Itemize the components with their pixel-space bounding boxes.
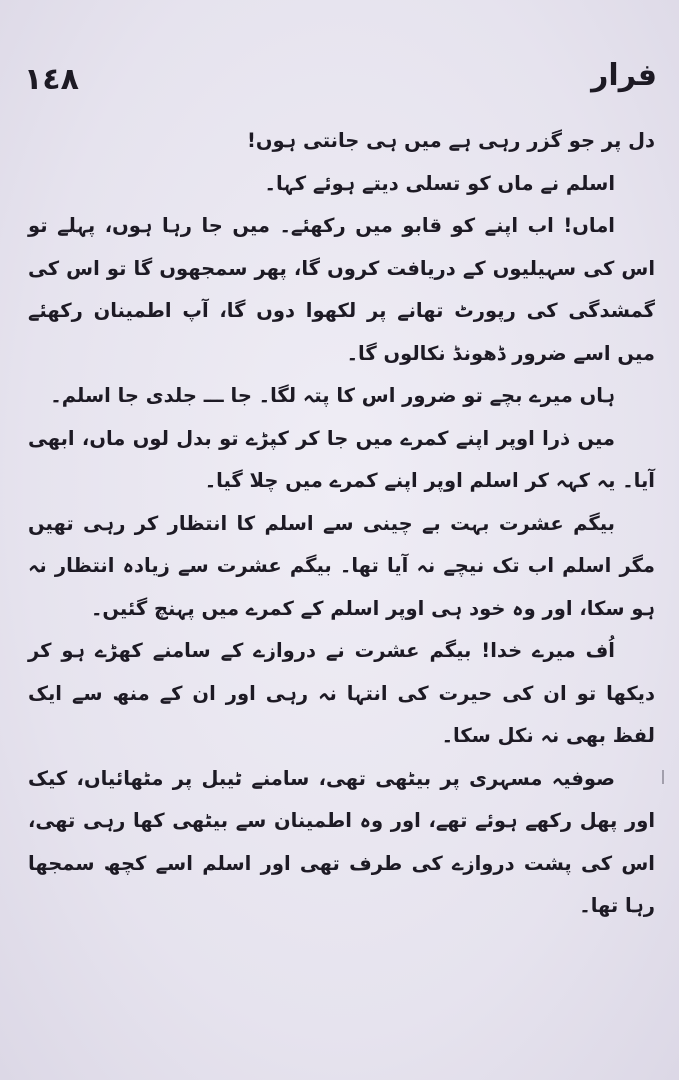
paragraph-4: ہاں میرے بچے تو ضرور اس کا پتہ لگا۔ جا ـــ جلدی جا اسلم۔ [50, 384, 615, 407]
paragraph-6: بیگم عشرت بہت بے چینی سے اسلم کا انتظار کر رہی تھیں مگر اسلم اب تک نیچے نہ آیا تھا۔ بیگم عشرت سے زیادہ انتظار نہ ہو سکا، اور وہ خود ہی اوپر اسلم کے کمرے میں پہنچ گئیں۔ [28, 511, 655, 620]
paragraph-2: اسلم نے ماں کو تسلی دیتے ہوئے کہا۔ [264, 171, 615, 195]
paragraph-3: اماں! اب اپنے کو قابو میں رکھئے۔ میں جا رہا ہوں، پہلے تو اس کی سہیلیوں کے دریافت کروں گا، پھر سمجھوں گا تو اس کی گمشدگی کی رپورٹ تھانے پر لکھوا دوں گا، آپ اطمینان رکھئے میں اسے ضرور ڈھونڈ نکالوں گا۔ [28, 214, 655, 365]
paragraph-5: میں ذرا اوپر اپنے کمرے میں جا کر کپڑے تو بدل لوں ماں، ابھی آیا۔ یہ کہہ کر اسلم اوپر اپنے کمرے میں چلا گیا۔ [28, 426, 655, 492]
page-number: ١٤٨ [24, 62, 79, 97]
margin-mark [662, 770, 664, 784]
paragraph-7: اُف میرے خدا! بیگم عشرت نے دروازے کے سامنے کھڑے ہو کر دیکھا تو ان کی حیرت کی انتہا نہ رہی اور ان کے منھ سے ایک لفظ بھی نہ نکل سکا۔ [28, 639, 655, 747]
paragraph-8: صوفیہ مسہری پر بیٹھی تھی، سامنے ٹیبل پر مٹھائیاں، کیک اور پھل رکھے ہوئے تھے، اور وہ اطمینان سے بیٹھی کھا رہی تھی، اس کی پشت دروازے کی طرف تھی اور اسلم اسے کچھ سمجھا رہا تھا۔ [28, 766, 655, 917]
running-title: فرار [591, 58, 657, 93]
page-header [24, 58, 657, 102]
paragraph-1: دل پر جو گزر رہی ہے میں ہی جانتی ہوں! [247, 129, 655, 152]
page-body [28, 120, 655, 928]
